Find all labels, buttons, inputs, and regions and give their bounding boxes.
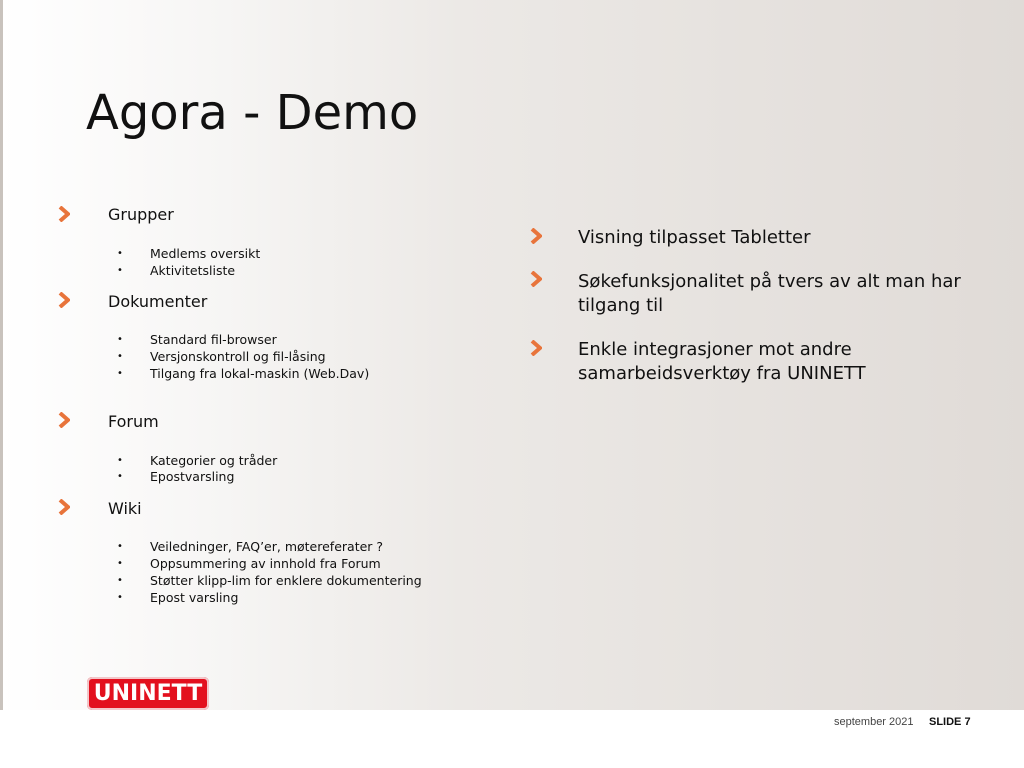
right-point-line: tilgang til	[578, 295, 664, 316]
uninett-logo	[87, 677, 209, 710]
footer-date: september 2021	[834, 716, 914, 728]
list-item: Standard fil-browser	[150, 332, 277, 347]
list-item: Oppsummering av innhold fra Forum	[150, 556, 381, 571]
slide-number: SLIDE 7	[929, 716, 971, 728]
right-point-1	[578, 226, 998, 250]
right-point-line: samarbeidsverktøy fra UNINETT	[578, 363, 866, 384]
section-heading-grupper: Grupper	[108, 205, 174, 224]
bullet-dot: •	[117, 455, 123, 466]
bullet-dot: •	[117, 334, 123, 345]
bullet-dot: •	[117, 575, 123, 586]
slide-title: Agora - Demo	[86, 85, 419, 141]
section-heading-wiki: Wiki	[108, 499, 142, 518]
logo-text: UNINETT	[93, 681, 203, 706]
list-item: Aktivitetsliste	[150, 263, 236, 278]
bullet-arrow-icon	[530, 340, 544, 356]
bullet-dot: •	[117, 471, 123, 482]
bullet-arrow-icon	[58, 412, 72, 428]
bullet-arrow-icon	[58, 499, 72, 515]
list-item: Epostvarsling	[150, 469, 235, 484]
right-point-line: Søkefunksjonalitet på tvers av alt man har	[578, 271, 961, 292]
bullet-dot: •	[117, 541, 123, 552]
right-point-line: Enkle integrasjoner mot andre	[578, 339, 852, 360]
bullet-arrow-icon	[530, 271, 544, 287]
list-item: Kategorier og tråder	[150, 453, 278, 468]
right-point-3	[578, 338, 998, 386]
bullet-arrow-icon	[530, 228, 544, 244]
list-item: Versjonskontroll og fil-låsing	[150, 349, 326, 364]
list-item: Veiledninger, FAQ’er, møtereferater ?	[150, 539, 384, 554]
bullet-arrow-icon	[58, 292, 72, 308]
bullet-dot: •	[117, 368, 123, 379]
bullet-dot: •	[117, 351, 123, 362]
right-point-line: Visning tilpasset Tabletter	[578, 227, 811, 248]
bullet-dot: •	[117, 265, 123, 276]
bullet-dot: •	[117, 592, 123, 603]
section-heading-forum: Forum	[108, 412, 159, 431]
list-item: Støtter klipp-lim for enklere dokumentering	[150, 573, 422, 588]
list-item: Medlems oversikt	[150, 246, 261, 261]
bullet-dot: •	[117, 248, 123, 259]
list-item: Epost varsling	[150, 590, 239, 605]
right-point-2	[578, 270, 998, 318]
left-edge-strip	[0, 0, 3, 768]
bullet-dot: •	[117, 558, 123, 569]
bullet-arrow-icon	[58, 206, 72, 222]
list-item: Tilgang fra lokal-maskin (Web.Dav)	[150, 366, 370, 381]
section-heading-dokumenter: Dokumenter	[108, 292, 208, 311]
